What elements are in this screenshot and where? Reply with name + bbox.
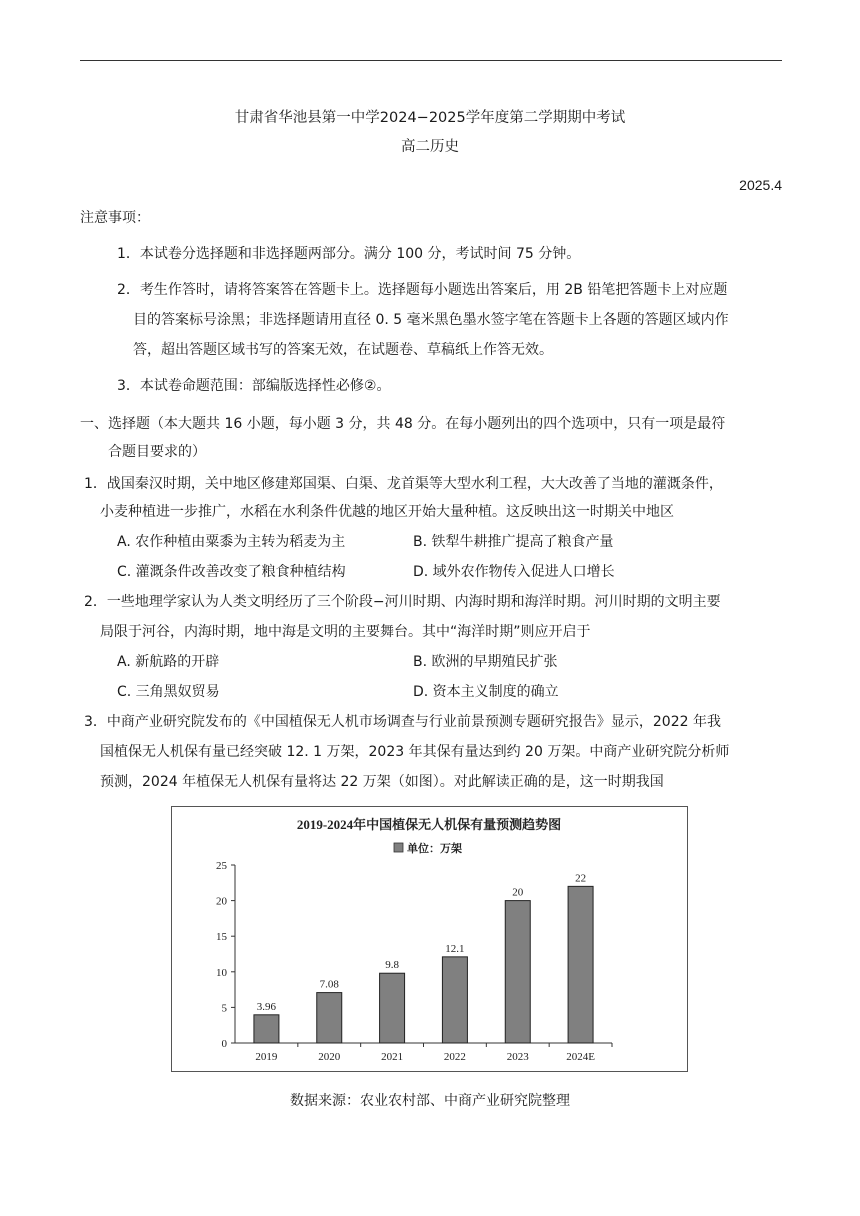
q1-option-c: C. 灌溉条件改善改变了粮食种植结构 bbox=[117, 564, 346, 580]
q1-option-d: D. 域外农作物传入促进人口增长 bbox=[413, 564, 615, 580]
y-tick-label: 5 bbox=[221, 1002, 227, 1015]
section-heading-cont: 合题目要求的） bbox=[108, 444, 206, 460]
legend-label: 单位：万架 bbox=[407, 843, 462, 855]
q3-stem-line2: 国植保无人机保有量已经突破 12. 1 万架，2023 年其保有量达到约 20 万架。中商产业研究院分析师 bbox=[100, 744, 730, 760]
x-tick-label: 2023 bbox=[506, 1051, 529, 1063]
notice-heading: 注意事项： bbox=[80, 210, 150, 226]
chart-title: 2019-2024年中国植保无人机保有量预测趋势图 bbox=[296, 817, 562, 832]
bar-value-label: 9.8 bbox=[385, 959, 399, 972]
bar-value-label: 3.96 bbox=[256, 1000, 277, 1013]
q2-option-a: A. 新航路的开辟 bbox=[117, 654, 220, 670]
q1-stem-line2: 小麦种植进一步推广，水稻在水利条件优越的地区开始大量种植。这反映出这一时期关中地区 bbox=[100, 504, 674, 520]
notice-item-1: 1．本试卷分选择题和非选择题两部分。满分 100 分，考试时间 75 分钟。 bbox=[117, 246, 581, 262]
top-rule bbox=[80, 60, 782, 61]
notice-item-2-cont2: 答，超出答题区域书写的答案无效，在试题卷、草稿纸上作答无效。 bbox=[133, 342, 553, 358]
bar-chart bbox=[172, 807, 686, 1070]
bar-2022 bbox=[442, 957, 467, 1043]
q2-option-d: D. 资本主义制度的确立 bbox=[413, 684, 559, 700]
q3-stem-line3: 预测，2024 年植保无人机保有量将达 22 万架（如图）。对此解读正确的是，这一时期我国 bbox=[100, 774, 664, 790]
notice-item-2-cont: 目的答案标号涂黑；非选择题请用直径 0. 5 毫米黑色墨水签字笔在答题卡上各题的答题区域内作 bbox=[133, 312, 729, 328]
bar-2023 bbox=[505, 901, 530, 1043]
q1-stem-line1: 1．战国秦汉时期，关中地区修建郑国渠、白渠、龙首渠等大型水利工程，大大改善了当地的灌溉条件， bbox=[84, 476, 723, 492]
notice-item-3: 3．本试卷命题范围：部编版选择性必修②。 bbox=[117, 378, 391, 394]
q2-option-c: C. 三角黑奴贸易 bbox=[117, 684, 220, 700]
y-tick-label: 25 bbox=[216, 860, 227, 872]
y-tick-label: 0 bbox=[221, 1038, 227, 1050]
exam-title: 甘肃省华池县第一中学2024−2025学年度第二学期期中考试 bbox=[234, 110, 626, 126]
bar-2024E bbox=[568, 886, 593, 1043]
q1-option-a: A. 农作种植由粟黍为主转为稻麦为主 bbox=[117, 534, 346, 550]
q2-stem-line2: 局限于河谷，内海时期，地中海是文明的主要舞台。其中“海洋时期”则应开启于 bbox=[100, 624, 591, 640]
q2-option-b: B. 欧洲的早期殖民扩张 bbox=[413, 654, 558, 670]
q1-option-b: B. 铁犁牛耕推广提高了粮食产量 bbox=[413, 534, 614, 550]
bar-value-label: 20 bbox=[512, 886, 524, 899]
exam-subject: 高二历史 bbox=[401, 139, 459, 155]
bar-value-label: 7.08 bbox=[319, 978, 339, 991]
y-tick-label: 15 bbox=[216, 931, 227, 944]
section-heading: 一、选择题（本大题共 16 小题，每小题 3 分，共 48 分。在每小题列出的四个选项中，只有一项是最符 bbox=[80, 416, 726, 432]
x-tick-label: 2020 bbox=[318, 1051, 341, 1063]
bar-value-label: 12.1 bbox=[445, 942, 465, 955]
q2-stem-line1: 2．一些地理学家认为人类文明经历了三个阶段−河川时期、内海时期和海洋时期。河川时期的文明主要 bbox=[84, 594, 721, 610]
bar-value-label: 22 bbox=[575, 872, 587, 885]
x-tick-label: 2024E bbox=[566, 1051, 595, 1063]
bar-2021 bbox=[380, 973, 405, 1043]
chart-frame bbox=[171, 806, 688, 1072]
x-tick-label: 2022 bbox=[443, 1051, 466, 1063]
legend-swatch bbox=[394, 843, 403, 852]
q3-stem-line1: 3．中商产业研究院发布的《中国植保无人机市场调查与行业前景预测专题研究报告》显示，2022 年我 bbox=[84, 714, 721, 730]
notice-item-2: 2．考生作答时，请将答案答在答题卡上。选择题每小题选出答案后，用 2B 铅笔把答题卡上对应题 bbox=[117, 282, 728, 298]
y-tick-label: 20 bbox=[216, 895, 227, 908]
bar-2019 bbox=[254, 1015, 279, 1043]
x-tick-label: 2019 bbox=[255, 1051, 278, 1063]
bar-2020 bbox=[317, 993, 342, 1043]
exam-date: 2025.4 bbox=[739, 177, 782, 193]
chart-source: 数据来源：农业农村部、中商产业研究院整理 bbox=[290, 1093, 570, 1109]
x-tick-label: 2021 bbox=[381, 1051, 404, 1063]
y-tick-label: 10 bbox=[216, 966, 227, 979]
